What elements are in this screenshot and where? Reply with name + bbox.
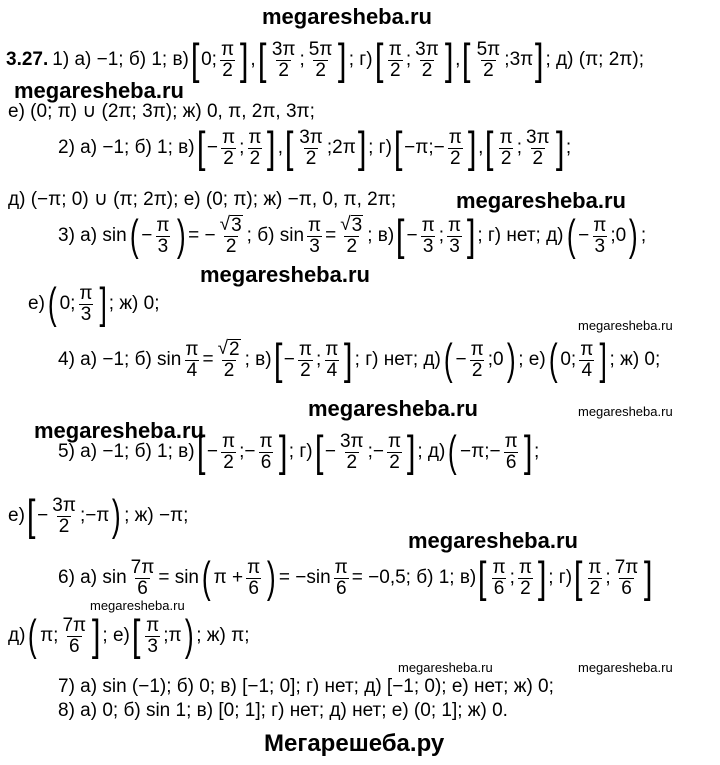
answer-line-11: д) ( π; $\frac{7\pi}{6}$ ] ; е) [ $\frac{\pi}{3}$ ;π ) ; ж) π; <box>8 611 250 660</box>
answer-line-6: е) ( 0; $\frac{\pi}{3}$ ] ; ж) 0; <box>28 279 160 328</box>
answer-text: е) (0; π) ∪ (2π; 3π); ж) 0, π, 2π, 3π; <box>8 101 315 122</box>
watermark: megaresheba.ru <box>578 318 673 333</box>
answer-line-2 <box>8 100 315 123</box>
watermark: megaresheba.ru <box>456 188 626 213</box>
watermark: megaresheba.ru <box>408 528 578 553</box>
watermark: megaresheba.ru <box>90 598 185 613</box>
answer-line-12 <box>58 676 554 698</box>
watermark: megaresheba.ru <box>578 404 673 419</box>
watermark: megaresheba.ru <box>34 418 204 443</box>
watermark: megaresheba.ru <box>200 262 370 287</box>
answer-line-3: 2) а) −1; б) 1; в) [ − $\frac{\pi}{2}$ ; $\frac{\pi}{2}$ ] , [ $\frac{3\pi}{2}$ ;2π ] ; г) [ −π;− $\frac{\pi}{2}$ ] , [ $\frac{\pi}{2}$ ; $\frac{3\pi}{2}$ ] ; <box>58 123 572 172</box>
answer-line-4 <box>8 188 396 211</box>
answer-text: 8) а) 0; б) sin 1; в) [0; 1]; г) нет; д) нет; е) (0; 1]; ж) 0. <box>58 700 508 721</box>
watermark: megaresheba.ru <box>308 396 478 421</box>
watermark: megaresheba.ru <box>398 660 493 675</box>
watermark: megaresheba.ru <box>578 660 673 675</box>
watermark-bottom: Мегарешеба.ру <box>264 730 445 757</box>
answer-line-8: 5) а) −1; б) 1; в) [ − $\frac{\pi}{2}$ ;− $\frac{\pi}{6}$ ] ; г) [ − $\frac{3\pi}{2}$ ;− $\frac{\pi}{2}$ ] ; д) ( −π;− $\frac{\pi}{6}$ ] ; <box>58 427 540 476</box>
answer-line-13 <box>58 700 508 722</box>
answer-text: 1) а) −1; б) 1; в) <box>52 49 189 70</box>
answer-text: 7) а) sin (−1); б) 0; в) [−1; 0]; г) нет; д) [−1; 0); е) нет; ж) 0; <box>58 676 554 697</box>
answer-line-9: е) [ − $\frac{3\pi}{2}$ ;−π ) ; ж) −π; <box>8 491 189 540</box>
answer-text: д) (−π; 0) ∪ (π; 2π); е) (0; π); ж) −π, 0, π, 2π; <box>8 189 397 210</box>
answer-line-1: 3.27. 1) а) −1; б) 1; в) [ 0; $\frac{\pi}{2}$ ] , [ $\frac{3\pi}{2}$ ; $\frac{5\pi}{2}$ ] ; г) [ $\frac{\pi}{2}$ ; $\frac{3\pi}{2}$ ] , [ $\frac{5\pi}{2}$ ;3π ] ; д) (π; 2π); <box>6 35 645 84</box>
problem-number: 3.27. <box>6 49 49 70</box>
answer-text: 2) а) −1; б) 1; в) <box>58 137 195 158</box>
watermark: megaresheba.ru <box>14 78 184 103</box>
watermark-top: megaresheba.ru <box>262 4 432 29</box>
answer-line-7: 4) а) −1; б) sin $\frac{\pi}{4}$ = √ 2 2 ; в) [ − $\frac{\pi}{2}$ ; $\frac{\pi}{4}$ ] ; г) нет; д) ( − $\frac{\pi}{2}$ ;0 ) ; е) ( 0; $\frac{\pi}{4}$ ] ; ж) 0; <box>58 335 661 384</box>
answer-line-5: 3) а) sin ( − $\frac{\pi}{3}$ ) = − √ 3 2 ; б) sin $\frac{\pi}{3}$ = √ 3 2 ; в) [ − $\frac{\pi}{3}$ ; $\frac{\pi}{3}$ ] ; г) нет; д) ( − $\frac{\pi}{3}$ ;0 ) ; <box>58 211 647 260</box>
answer-line-10: 6) а) sin $\frac{7\pi}{6}$ = sin ( π + $\frac{\pi}{6}$ ) = −sin $\frac{\pi}{6}$ = −0,5; б) 1; в) [ $\frac{\pi}{6}$ ; $\frac{\pi}{2}$ ] ; г) [ $\frac{\pi}{2}$ ; $\frac{7\pi}{6}$ ] <box>58 553 653 602</box>
